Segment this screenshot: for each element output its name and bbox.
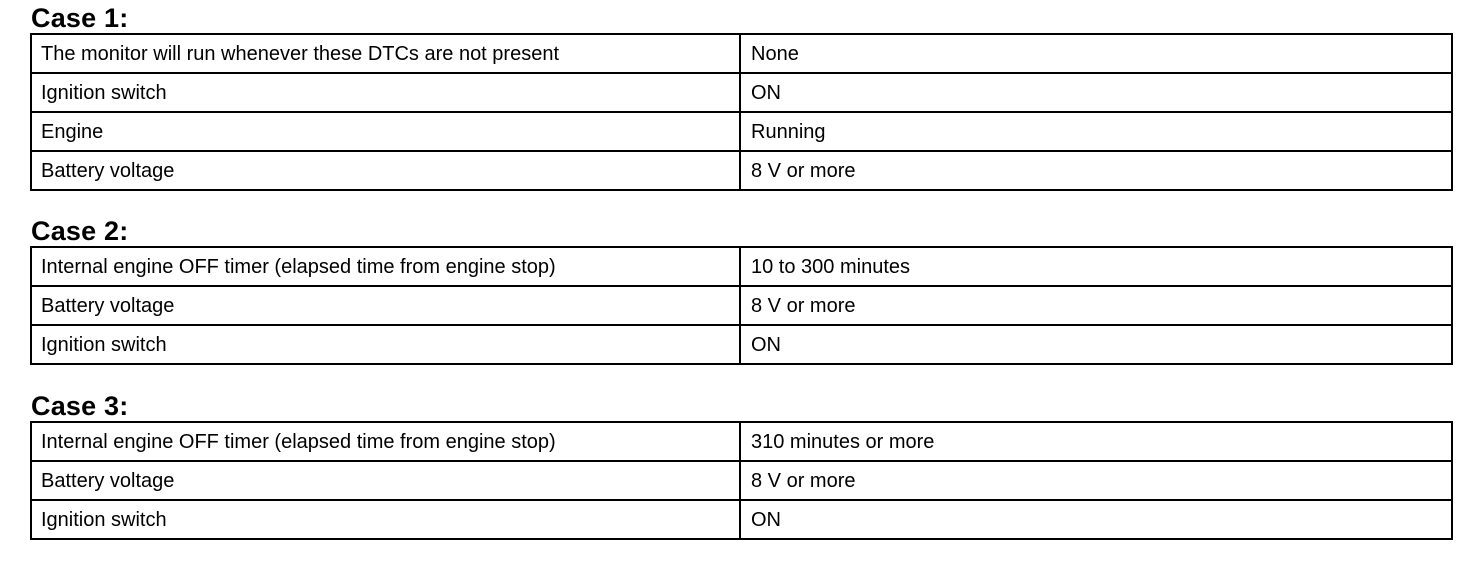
condition-label: Battery voltage (31, 151, 740, 190)
condition-value: 310 minutes or more (740, 422, 1452, 461)
case-3-title: Case 3: (31, 391, 129, 421)
table-row (31, 73, 1452, 112)
condition-label: Battery voltage (31, 461, 740, 500)
condition-label: Ignition switch (31, 325, 740, 364)
table-row (31, 34, 1452, 73)
condition-value: Running (740, 112, 1452, 151)
condition-value: 8 V or more (740, 151, 1452, 190)
case-1-title: Case 1: (31, 3, 129, 33)
condition-value: ON (740, 325, 1452, 364)
case-2-conditions-table (30, 246, 1453, 365)
case-1-section (30, 3, 1447, 191)
condition-value: ON (740, 500, 1452, 539)
table-row (31, 422, 1452, 461)
condition-value: ON (740, 73, 1452, 112)
table-row (31, 286, 1452, 325)
table-row (31, 325, 1452, 364)
table-row (31, 500, 1452, 539)
case-1-conditions-table (30, 33, 1453, 191)
condition-value: 8 V or more (740, 461, 1452, 500)
case-3-conditions-table (30, 421, 1453, 540)
condition-label: Internal engine OFF timer (elapsed time from engine stop) (31, 247, 740, 286)
condition-label: Internal engine OFF timer (elapsed time from engine stop) (31, 422, 740, 461)
case-2-section (30, 216, 1447, 365)
condition-value: None (740, 34, 1452, 73)
condition-value: 8 V or more (740, 286, 1452, 325)
case-2-title: Case 2: (31, 216, 129, 246)
table-row (31, 112, 1452, 151)
condition-label: Ignition switch (31, 73, 740, 112)
condition-label: Battery voltage (31, 286, 740, 325)
table-row (31, 151, 1452, 190)
table-row (31, 247, 1452, 286)
table-row (31, 461, 1452, 500)
condition-label: The monitor will run whenever these DTCs are not present (31, 34, 740, 73)
condition-label: Ignition switch (31, 500, 740, 539)
case-3-section (30, 391, 1447, 540)
condition-label: Engine (31, 112, 740, 151)
condition-value: 10 to 300 minutes (740, 247, 1452, 286)
